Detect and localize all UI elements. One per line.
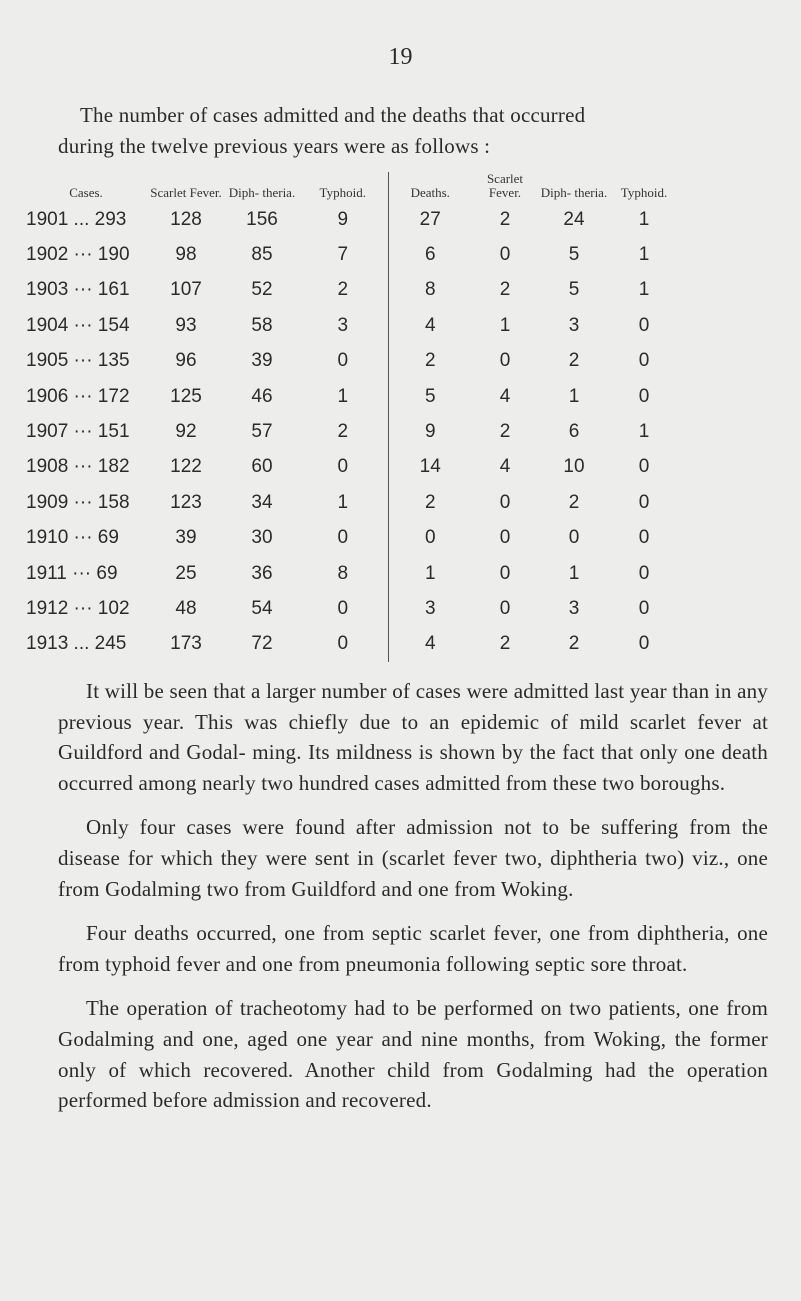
cell-typh: 1 — [337, 385, 349, 407]
cell-ddiph: 2 — [568, 633, 580, 655]
cell-typh: 2 — [337, 279, 349, 301]
cell-dsf: 0 — [499, 562, 511, 584]
cell-diph: 30 — [251, 527, 273, 549]
cell-ddiph: 5 — [568, 279, 580, 301]
cell-dsf: 1 — [499, 314, 511, 336]
cell-ddiph: 1 — [568, 562, 580, 584]
paragraph: Only four cases were found after admission not to be suffering from the disease for which they were sent in (scarlet fever two, diphtheria two) viz., one from Godalming two from Guildford and one from Woking. — [58, 815, 768, 901]
cell-typh: 0 — [337, 456, 349, 478]
cell-sf: 25 — [175, 562, 197, 584]
cell-deaths: 2 — [388, 485, 472, 520]
cell-ddiph: 3 — [568, 597, 580, 619]
cell-typh: 8 — [337, 562, 349, 584]
cell-sf: 92 — [175, 421, 197, 443]
header-cases: Cases. — [69, 185, 103, 200]
cell-dsf: 0 — [499, 597, 511, 619]
cell-year: 1909 ··· 158 — [26, 491, 130, 513]
cell-typh: 9 — [337, 208, 349, 230]
cell-diph: 85 — [251, 244, 273, 266]
cell-diph: 39 — [251, 350, 273, 372]
cell-ddiph: 6 — [568, 421, 580, 443]
cell-dsf: 0 — [499, 527, 511, 549]
cell-dtyph: 1 — [638, 421, 650, 443]
cell-dtyph: 1 — [638, 208, 650, 230]
cell-deaths: 4 — [388, 627, 472, 662]
cell-year: 1903 ··· 161 — [26, 279, 130, 301]
cell-dtyph: 1 — [638, 279, 650, 301]
cell-dtyph: 0 — [638, 456, 650, 478]
cell-ddiph: 10 — [563, 456, 585, 478]
cell-sf: 93 — [175, 314, 197, 336]
cell-diph: 54 — [251, 597, 273, 619]
cell-sf: 128 — [170, 208, 202, 230]
cell-diph: 46 — [251, 385, 273, 407]
cell-ddiph: 24 — [563, 208, 585, 230]
cell-dsf: 2 — [499, 421, 511, 443]
cell-dsf: 0 — [499, 350, 511, 372]
cell-diph: 156 — [246, 208, 278, 230]
cell-year: 1906 ··· 172 — [26, 385, 130, 407]
paragraph: Four deaths occurred, one from septic scarlet fever, one from diphtheria, one from typhoid fever and one from pneumonia following septic sore throat. — [58, 921, 768, 976]
admissions-deaths-table — [26, 172, 678, 662]
table-row — [26, 414, 678, 449]
table-row — [26, 627, 678, 662]
cell-dtyph: 0 — [638, 527, 650, 549]
paragraph: It will be seen that a larger number of cases were admitted last year than in any previous year. This was chiefly due to an epidemic of mild scarlet fever at Guildford and Godal- ming. Its mildness is shown by the fact that only one death occurred among nearly two hundred cases admitted from these two boroughs. — [58, 679, 768, 795]
cell-diph: 52 — [251, 279, 273, 301]
cell-ddiph: 1 — [568, 385, 580, 407]
header-deaths-diphtheria: Diph- theria. — [540, 185, 608, 200]
cell-dtyph: 0 — [638, 562, 650, 584]
header-typhoid: Typhoid. — [319, 185, 366, 200]
cell-ddiph: 2 — [568, 491, 580, 513]
cell-dsf: 2 — [499, 208, 511, 230]
cell-typh: 1 — [337, 491, 349, 513]
cell-dtyph: 0 — [638, 385, 650, 407]
cell-typh: 0 — [337, 597, 349, 619]
cell-year: 1910 ··· 69 — [26, 527, 119, 549]
cell-deaths: 1 — [388, 556, 472, 591]
cell-deaths: 5 — [388, 379, 472, 414]
header-diphtheria: Diph- theria. — [228, 185, 296, 200]
cell-deaths: 27 — [388, 202, 472, 237]
cell-deaths: 2 — [388, 344, 472, 379]
cell-diph: 58 — [251, 314, 273, 336]
cell-deaths: 9 — [388, 414, 472, 449]
cell-deaths: 0 — [388, 521, 472, 556]
table-row — [26, 379, 678, 414]
table-header-row — [26, 172, 678, 202]
cell-deaths: 6 — [388, 237, 472, 272]
cell-diph: 57 — [251, 421, 273, 443]
cell-year: 1905 ··· 135 — [26, 350, 130, 372]
table-row — [26, 556, 678, 591]
cell-ddiph: 0 — [568, 527, 580, 549]
cell-year: 1912 ··· 102 — [26, 597, 130, 619]
cell-dtyph: 0 — [638, 491, 650, 513]
cell-deaths: 8 — [388, 273, 472, 308]
cell-dsf: 4 — [499, 385, 511, 407]
cell-sf: 123 — [170, 491, 202, 513]
table-row — [26, 237, 678, 272]
cell-typh: 0 — [337, 633, 349, 655]
cell-dtyph: 0 — [638, 597, 650, 619]
cell-year: 1911 ··· 69 — [26, 562, 118, 584]
table-row — [26, 344, 678, 379]
cell-ddiph: 2 — [568, 350, 580, 372]
table-row — [26, 308, 678, 343]
cell-dtyph: 0 — [638, 350, 650, 372]
table-row — [26, 202, 678, 237]
cell-typh: 0 — [337, 350, 349, 372]
table-row — [26, 450, 678, 485]
cell-year: 1908 ··· 182 — [26, 456, 130, 478]
cell-typh: 2 — [337, 421, 349, 443]
cell-dsf: 0 — [499, 491, 511, 513]
paragraph: The operation of tracheotomy had to be performed on two patients, one from Godalming and one, aged one year and nine months, from Woking, the former only of which recovered. Another child from Godalming had the operation performed before admission and recovered. — [58, 996, 768, 1113]
body-text — [58, 676, 768, 1130]
table-row — [26, 273, 678, 308]
cell-sf: 122 — [170, 456, 202, 478]
cell-sf: 125 — [170, 385, 202, 407]
cell-diph: 34 — [251, 491, 273, 513]
cell-dtyph: 1 — [638, 244, 650, 266]
cell-dtyph: 0 — [638, 314, 650, 336]
cell-deaths: 14 — [388, 450, 472, 485]
cell-typh: 7 — [337, 244, 349, 266]
cell-deaths: 4 — [388, 308, 472, 343]
cell-year: 1907 ··· 151 — [26, 421, 130, 443]
cell-sf: 98 — [175, 244, 197, 266]
cell-year: 1913 ... 245 — [26, 633, 127, 655]
table-row — [26, 521, 678, 556]
cell-typh: 0 — [337, 527, 349, 549]
cell-dsf: 2 — [499, 633, 511, 655]
cell-sf: 173 — [170, 633, 202, 655]
cell-sf: 107 — [170, 279, 202, 301]
cell-typh: 3 — [337, 314, 349, 336]
header-scarlet-fever: Scarlet Fever. — [150, 185, 222, 200]
header-deaths-scarlet-fever: Scarlet Fever. — [486, 171, 524, 200]
table-row — [26, 485, 678, 520]
header-deaths-typhoid: Typhoid. — [620, 185, 668, 200]
cell-diph: 36 — [251, 562, 273, 584]
page-number: 19 — [388, 44, 413, 70]
cell-dtyph: 0 — [638, 633, 650, 655]
cell-year: 1901 ... 293 — [26, 208, 127, 230]
cell-sf: 48 — [175, 597, 197, 619]
cell-dsf: 0 — [499, 244, 511, 266]
header-deaths: Deaths. — [388, 172, 472, 202]
cell-dsf: 4 — [499, 456, 511, 478]
table-body — [26, 202, 678, 662]
cell-diph: 60 — [251, 456, 273, 478]
cell-diph: 72 — [251, 633, 273, 655]
cell-ddiph: 5 — [568, 244, 580, 266]
intro-text — [58, 100, 758, 162]
cell-deaths: 3 — [388, 591, 472, 626]
intro-line-1: The number of cases admitted and the deaths that occurred — [80, 103, 586, 127]
cell-year: 1902 ··· 190 — [26, 244, 130, 266]
cell-sf: 96 — [175, 350, 197, 372]
table-row — [26, 591, 678, 626]
cell-ddiph: 3 — [568, 314, 580, 336]
cell-year: 1904 ··· 154 — [26, 314, 130, 336]
cell-sf: 39 — [175, 527, 197, 549]
intro-line-2: during the twelve previous years were as follows : — [58, 134, 491, 158]
cell-dsf: 2 — [499, 279, 511, 301]
